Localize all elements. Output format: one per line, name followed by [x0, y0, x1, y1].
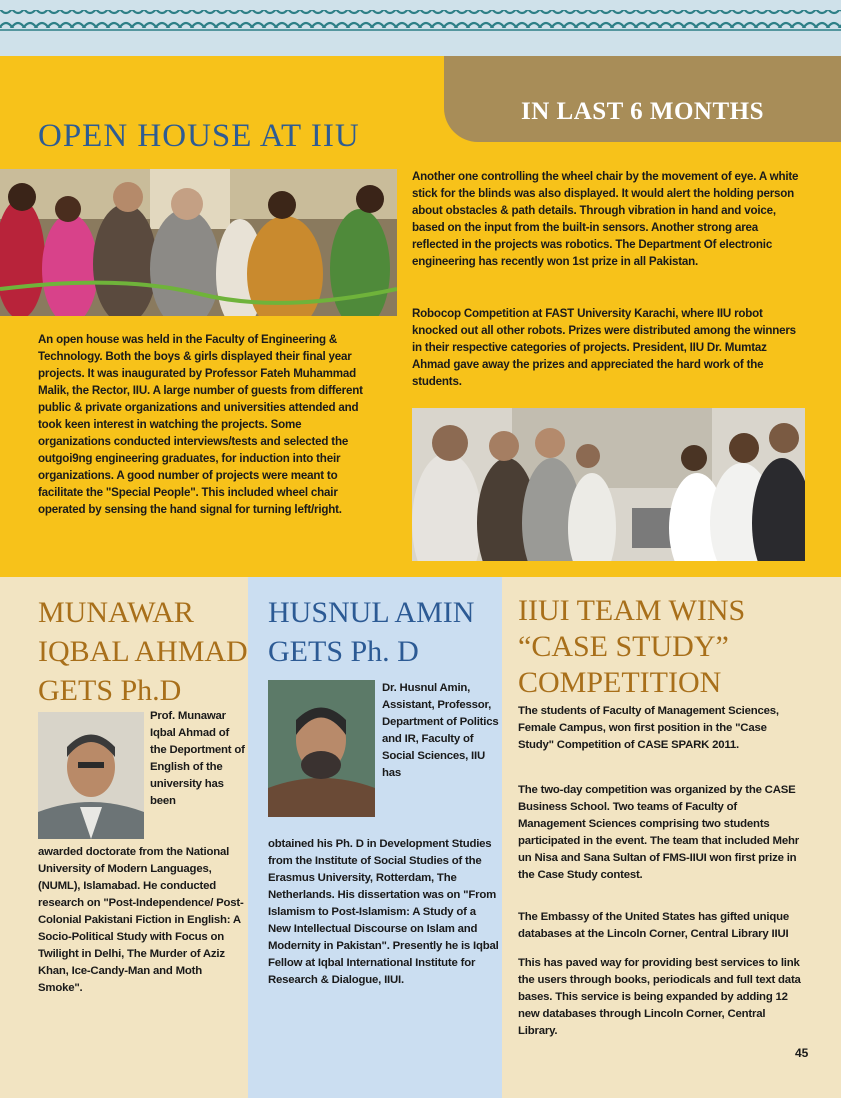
- husnul-body: obtained his Ph. D in Development Studies from the Institute of Social Studies of the Erasmus University, Rotterdam, The Netherlands. His dissertation was on "From Islamism to Post-Islamism: A Study of a New Intellectual Discourse on Islam and Modernity in Pakistan". Presently he is Iqbal Fellow at Iqbal International Institute for Research & Dialogue, IIUI.: [268, 838, 499, 986]
- page-title: OPEN HOUSE AT IIU: [38, 118, 360, 154]
- munawar-side-text: Prof. Munawar Iqbal Ahmad of the Deportment of English of the university has been: [150, 710, 245, 807]
- munawar-body: awarded doctorate from the National University of Modern Languages, (NUML), Islamabad. He conducted research on "Post-Independence/ Post-Colonial Pakistani Fiction in English: A Socio-Political Study with Focus on Twilight in Delhi, The Murder of Aziz Khan, Ice-Candy-Man and Moth Smoke".: [38, 846, 244, 994]
- husnul-side-text: Dr. Husnul Amin, Assistant, Professor, Department of Politics and IR, Faculty of Social Sciences, IIU has: [382, 682, 499, 779]
- open-house-para-2: Another one controlling the wheel chair by the movement of eye. A white stick for the blinds was also displayed. It would alert the holding person about obstacles & path details. Through vibration in hand and voice, based on the input from the built-in sensors. Another strong area reflected in the projects was robotics. The Department Of electronic engineering has recently won 1st prize in all Pakistan.: [412, 170, 799, 268]
- exhibition-photo: [412, 408, 805, 561]
- case-study-heading: IIUI TEAM WINS “CASE STUDY” COMPETITION: [518, 594, 746, 699]
- case-study-para-4a: This has paved way for providing best services to link the users through books, periodicals and full text data bases.: [518, 957, 801, 1003]
- case-study-para-3: The Embassy of the United States has gifted unique databases at the Lincoln Corner, Central Library IIUI: [518, 911, 790, 940]
- munawar-heading: MUNAWAR IQBAL AHMAD GETS Ph.D: [38, 596, 248, 707]
- section-tab: [444, 56, 841, 142]
- case-study-para-2: The two-day competition was organized by the CASE Business School. Two teams of Faculty of Management Sciences comprising two students participated in the event. The team that included Mehr un Nisa and Sana Sultan of FMS-IIUI won first prize in the Case Study contest.: [518, 784, 799, 881]
- husnul-portrait: [268, 680, 375, 817]
- husnul-heading: HUSNUL AMIN GETS Ph. D: [268, 596, 475, 668]
- lattice-pattern: [0, 0, 841, 56]
- decorative-border-band: [0, 0, 841, 56]
- open-house-para-3: Robocop Competition at FAST University Karachi, where IIU robot knocked out all other robots. Prizes were distributed among the winners in their respective categories of projects. President, IIU Dr. Mumtaz Ahmad gave away the prizes and appreciated the hard work of the students.: [412, 307, 796, 388]
- case-study-para-4b: This service is being expanded by adding 12 new databases through Lincoln Corner, Central Library.: [518, 991, 788, 1037]
- open-house-intro: An open house was held in the Faculty of Engineering & Technology. Both the boys & girls displayed their final year projects. It was inaugurated by Professor Fateh Muhammad Malik, the Rector, IIU. A large number of guests from different public & private organizations and universities attended and took keen interest in watching the projects. Some organizations conducted interviews/tests and selected the outgoi9ng engineering graduates, for induction into their organizations. A good number of projects were meant to facilitate the "Special People". This included wheel chair operated by sensing the hand signal for turning left/right.: [38, 333, 363, 516]
- ribbon-cutting-photo: [0, 169, 397, 316]
- case-study-para-4: [518, 955, 803, 1040]
- munawar-portrait: [38, 712, 144, 839]
- case-study-para-1: The students of Faculty of Management Sciences, Female Campus, won first position in the "Case Study" Competition of CASE SPARK 2011.: [518, 705, 779, 751]
- page-number: 45: [795, 1046, 809, 1060]
- tab-label: IN LAST 6 MONTHS: [520, 98, 764, 125]
